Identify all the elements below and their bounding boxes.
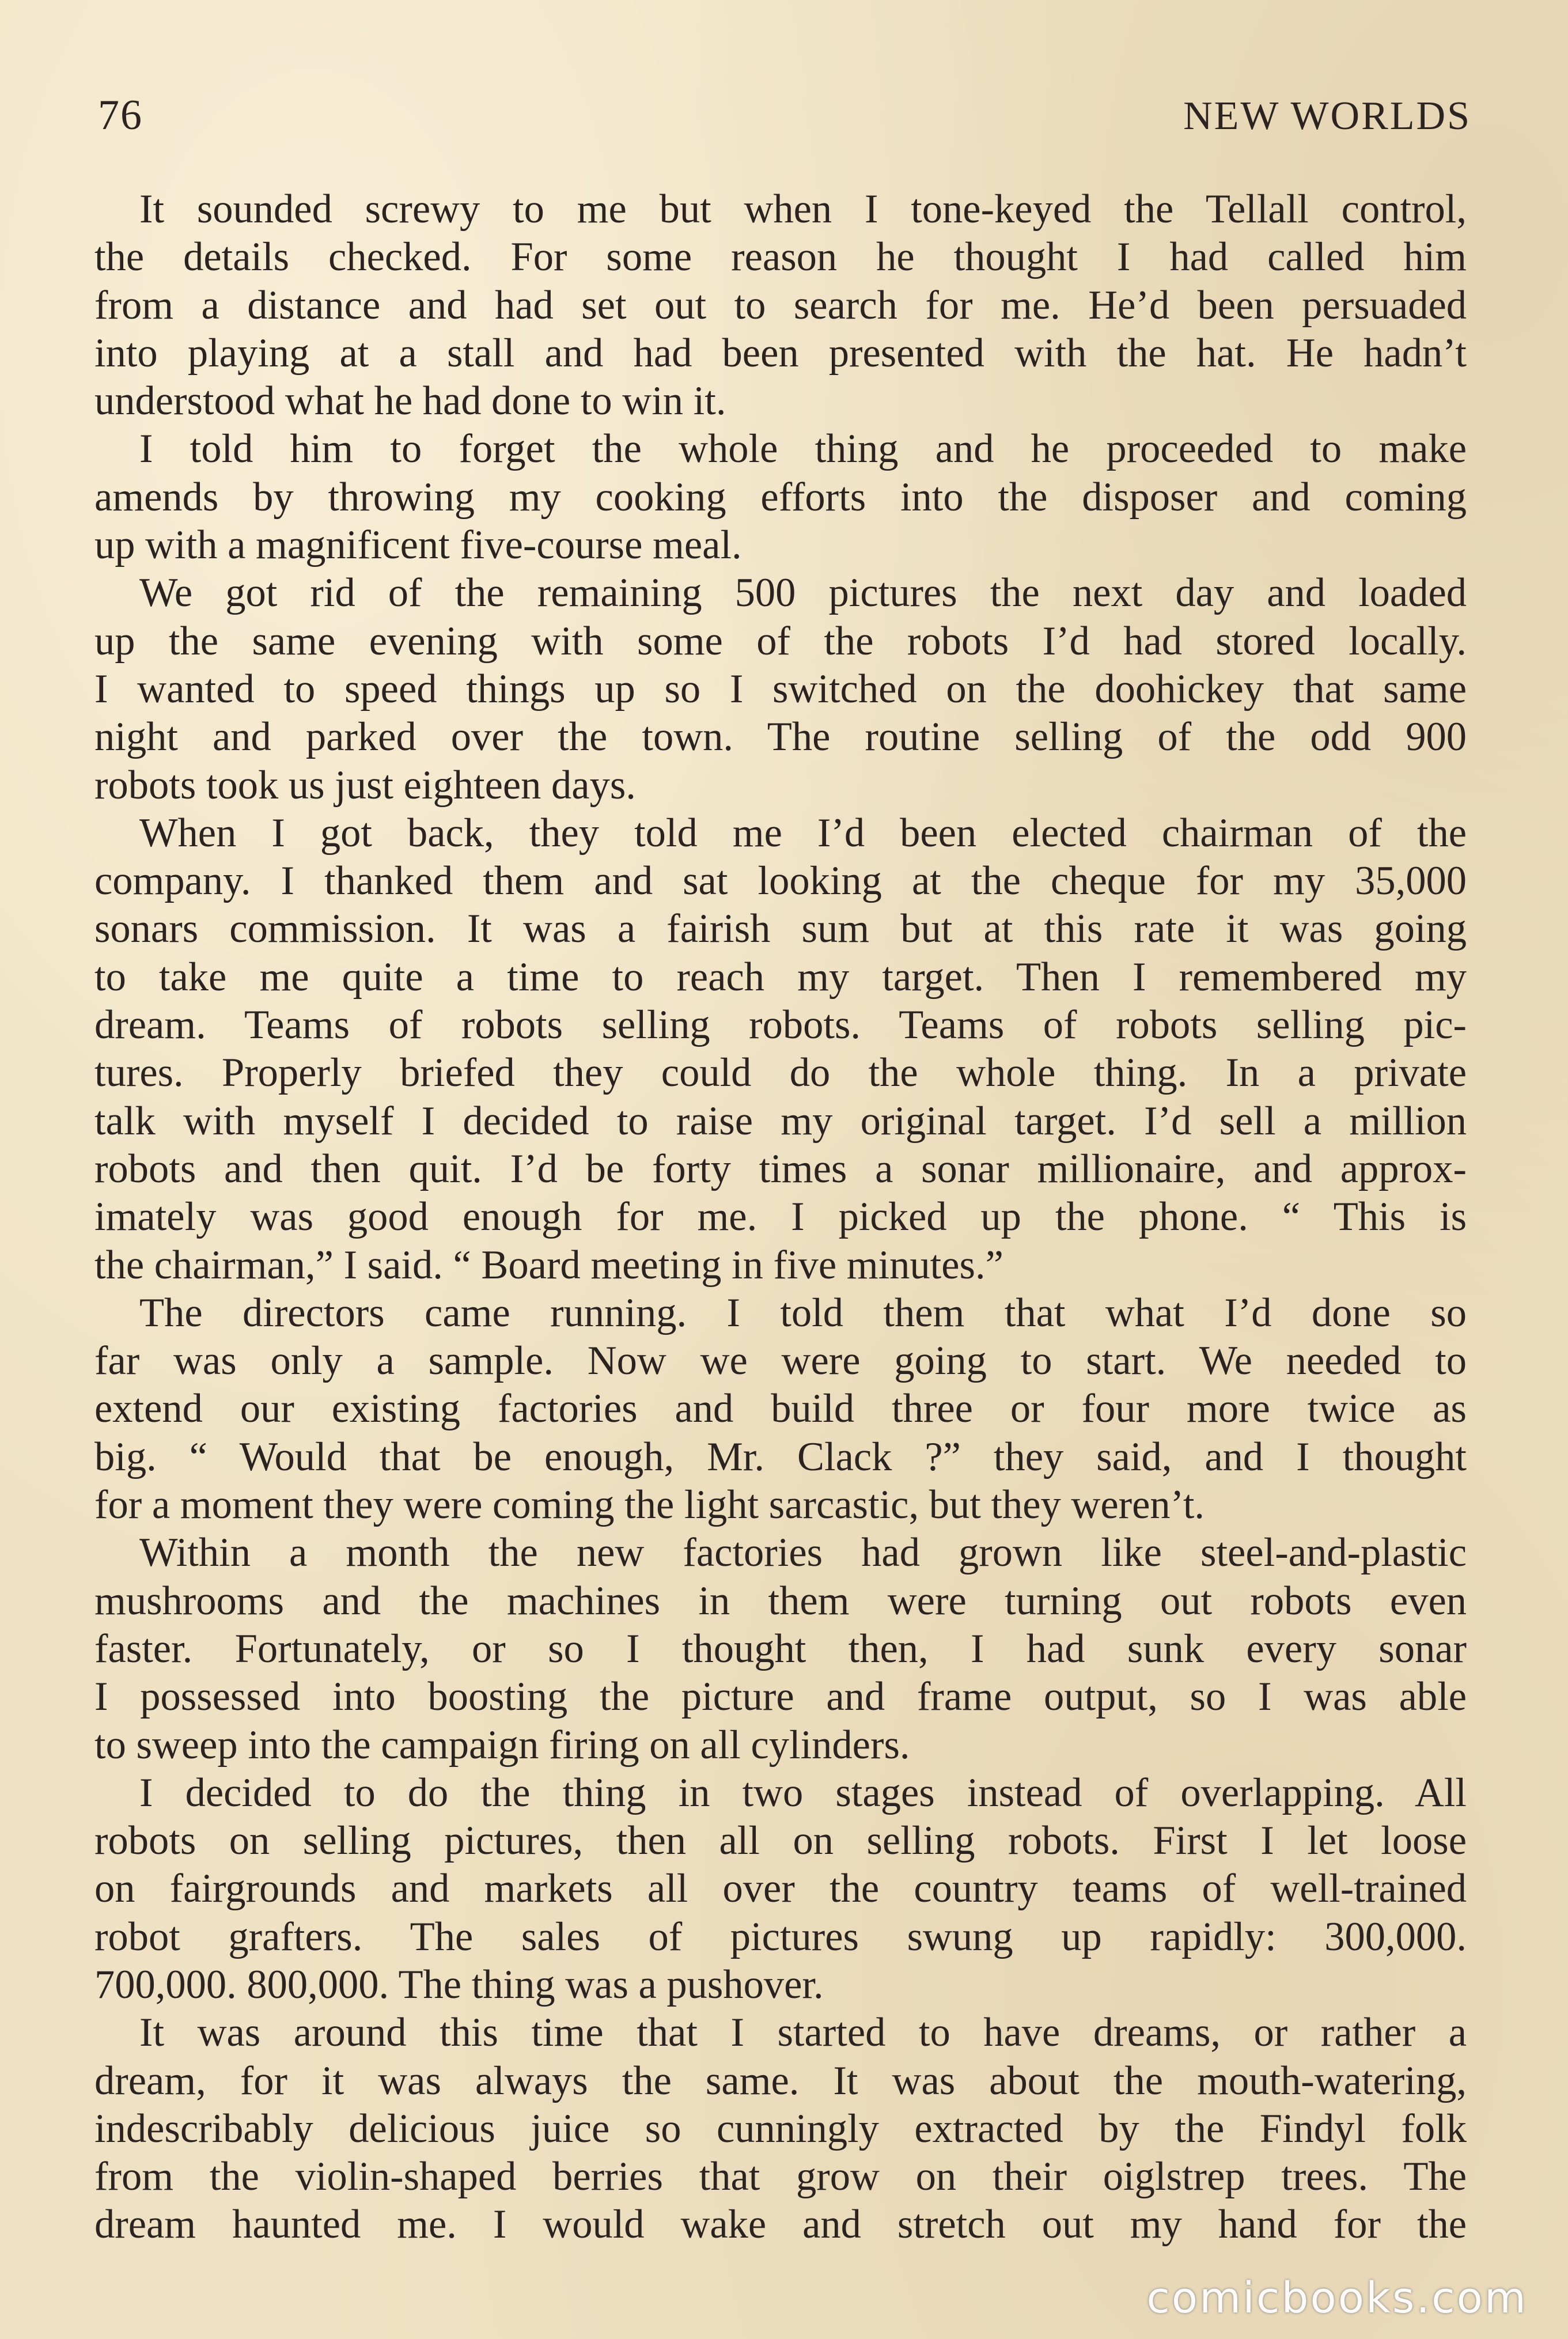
text-line: far was only a sample. Now we were going to start. We needed to — [94, 1338, 1467, 1384]
running-head — [98, 91, 1471, 154]
text-line: to sweep into the campaign firing on all cylinders. — [94, 1722, 910, 1768]
text-line: tures. Properly briefed they could do the whole thing. In a private — [94, 1050, 1467, 1096]
text-line: dream haunted me. I would wake and stretch out my hand for the — [94, 2202, 1467, 2247]
text-line: I wanted to speed things up so I switched on the doohickey that same — [94, 666, 1467, 711]
paragraph — [94, 2009, 1467, 2249]
text-line: from a distance and had set out to search for me. He’d been persuaded — [94, 282, 1467, 328]
paragraph — [94, 1289, 1467, 1529]
text-line: into playing at a stall and had been presented with the hat. He hadn’t — [94, 330, 1467, 376]
text-line: amends by throwing my cooking efforts into the disposer and coming — [94, 474, 1467, 520]
watermark: comicbooks.com — [1146, 2273, 1528, 2323]
page-number: 76 — [98, 92, 143, 139]
text-line: night and parked over the town. The routine selling of the odd 900 — [94, 714, 1467, 760]
text-line: faster. Fortunately, or so I thought then, I had sunk every sonar — [94, 1626, 1467, 1671]
text-line: indescribably delicious juice so cunningly extracted by the Findyl folk — [94, 2106, 1467, 2151]
text-line: dream. Teams of robots selling robots. Teams of robots selling pic- — [94, 1002, 1467, 1048]
text-line: When I got back, they told me I’d been elected chairman of the — [139, 810, 1467, 856]
text-line: on fairgrounds and markets all over the country teams of well-trained — [94, 1866, 1467, 1912]
text-line: up with a magnificent five-course meal. — [94, 523, 742, 568]
text-line: dream, for it was always the same. It was about the mouth-watering, — [94, 2058, 1467, 2103]
text-line: It was around this time that I started to have dreams, or rather a — [139, 2010, 1467, 2056]
text-line: robots and then quit. I’d be forty times a sonar millionaire, and approx- — [94, 1146, 1467, 1191]
text-line: to take me quite a time to reach my target. Then I remembered my — [94, 954, 1467, 1000]
text-line: big. “ Would that be enough, Mr. Clack ?” they said, and I thought — [94, 1434, 1467, 1479]
text-line: I possessed into boosting the picture and frame output, so I was able — [94, 1674, 1467, 1720]
text-line: the details checked. For some reason he thought I had called him — [94, 234, 1467, 280]
text-line: I told him to forget the whole thing and he proceeded to make — [139, 426, 1467, 472]
text-line: company. I thanked them and sat looking at the cheque for my 35,000 — [94, 858, 1467, 904]
paragraph — [94, 1529, 1467, 1769]
body-text — [94, 186, 1467, 2249]
text-line: I decided to do the thing in two stages instead of overlapping. All — [139, 1770, 1467, 1815]
text-line: imately was good enough for me. I picked up the phone. “ This is — [94, 1194, 1467, 1240]
text-line: talk with myself I decided to raise my original target. I’d sell a million — [94, 1098, 1467, 1144]
paragraph — [94, 569, 1467, 809]
text-line: The directors came running. I told them that what I’d done so — [139, 1290, 1467, 1335]
paragraph — [94, 809, 1467, 1289]
text-line: robots took us just eighteen days. — [94, 762, 636, 808]
text-line: It sounded screwy to me but when I tone-keyed the Tellall control, — [139, 187, 1467, 232]
text-line: extend our existing factories and build three or four more twice as — [94, 1386, 1467, 1432]
journal-title: NEW WORLDS — [1183, 94, 1471, 138]
paragraph — [94, 1769, 1467, 2009]
text-line: the chairman,” I said. “ Board meeting in five minutes.” — [94, 1242, 1003, 1288]
text-line: robot grafters. The sales of pictures swung up rapidly: 300,000. — [94, 1914, 1467, 1959]
text-line: We got rid of the remaining 500 pictures the next day and loaded — [139, 570, 1467, 616]
text-line: robots on selling pictures, then all on selling robots. First I let loose — [94, 1818, 1467, 1864]
paragraph — [94, 425, 1467, 569]
text-line: from the violin-shaped berries that grow on their oiglstrep trees. The — [94, 2154, 1467, 2200]
text-line: mushrooms and the machines in them were turning out robots even — [94, 1578, 1467, 1623]
text-line: 700,000. 800,000. The thing was a pushover. — [94, 1962, 824, 2007]
text-line: sonars commission. It was a fairish sum but at this rate it was going — [94, 906, 1467, 952]
text-line: up the same evening with some of the robots I’d had stored locally. — [94, 618, 1467, 664]
text-line: Within a month the new factories had grown like steel-and-plastic — [139, 1530, 1467, 1576]
text-line: for a moment they were coming the light sarcastic, but they weren’t. — [94, 1482, 1205, 1528]
text-line: understood what he had done to win it. — [94, 379, 726, 424]
paragraph — [94, 186, 1467, 425]
